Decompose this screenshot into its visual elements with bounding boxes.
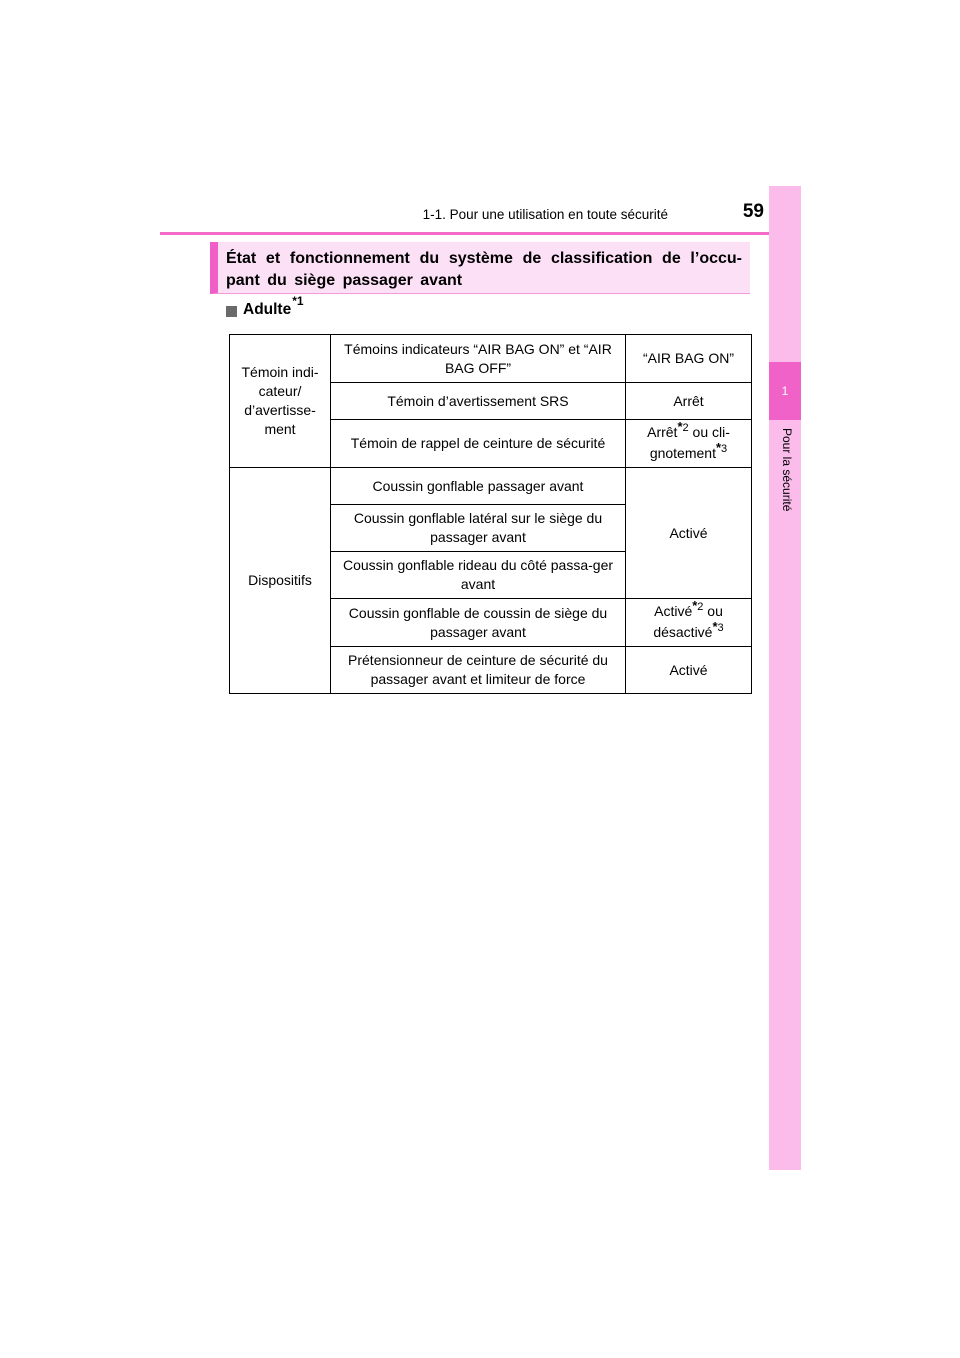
footnote-star: *	[712, 618, 718, 634]
subheading-label: Adulte	[243, 301, 292, 318]
group-cell-devices: Dispositifs	[230, 468, 331, 694]
footnote-ref-number: 3	[717, 621, 724, 634]
state-text: Arrêt	[647, 423, 678, 440]
table-row	[230, 335, 752, 383]
merged-state-cell: Activé	[626, 468, 752, 599]
running-header-section: 1-1. Pour une utilisation en toute sécurité	[422, 207, 668, 222]
item-cell: Coussin gonflable rideau du côté passa-ger avant	[331, 552, 626, 599]
status-table	[229, 334, 752, 694]
square-bullet-icon	[226, 306, 237, 317]
state-cell	[626, 420, 752, 468]
section-heading-box	[210, 242, 750, 294]
side-tab-chapter-number: 1	[769, 362, 801, 420]
page-number: 59	[742, 201, 764, 222]
footnote-ref-number: 2	[697, 600, 704, 613]
state-cell: Activé	[626, 647, 752, 694]
side-chapter-tab	[769, 186, 801, 1170]
item-cell: Coussin gonflable latéral sur le siège du passager avant	[331, 505, 626, 552]
item-cell: Témoins indicateurs “AIR BAG ON” et “AIR BAG OFF”	[331, 335, 626, 383]
item-cell: Coussin gonflable passager avant	[331, 468, 626, 505]
footnote-ref	[292, 294, 303, 308]
footnote-ref-number: 1	[296, 294, 304, 308]
group-cell-indicators: Témoin indi-cateur/ d’avertisse-ment	[230, 335, 331, 468]
footnote-star: *	[692, 597, 698, 613]
footnote-ref-number: 2	[682, 421, 689, 434]
state-cell: Arrêt	[626, 383, 752, 420]
footnote-star: *	[715, 439, 722, 455]
item-cell: Témoin d’avertissement SRS	[331, 383, 626, 420]
table-row	[230, 468, 752, 505]
item-cell: Coussin gonflable de coussin de siège du passager avant	[331, 599, 626, 647]
section-title: État et fonctionnement du système de classification de l’occu-pant du siège passager avant	[226, 250, 742, 289]
item-cell: Prétensionneur de ceinture de sécurité du passager avant et limiteur de force	[331, 647, 626, 694]
state-cell	[626, 599, 752, 647]
footnote-star: *	[292, 294, 297, 308]
footnote-star: *	[677, 418, 683, 434]
side-tab-chapter-label: Pour la sécurité	[780, 428, 794, 512]
footnote-ref-number: 3	[721, 442, 728, 455]
item-cell: Témoin de rappel de ceinture de sécurité	[331, 420, 626, 468]
state-text: Activé	[654, 602, 693, 619]
state-text: ou cli-gnotement	[649, 423, 730, 461]
state-cell: “AIR BAG ON”	[626, 335, 752, 383]
state-text: ou désactivé	[653, 602, 723, 640]
subheading	[226, 294, 304, 319]
header-rule	[160, 232, 800, 235]
